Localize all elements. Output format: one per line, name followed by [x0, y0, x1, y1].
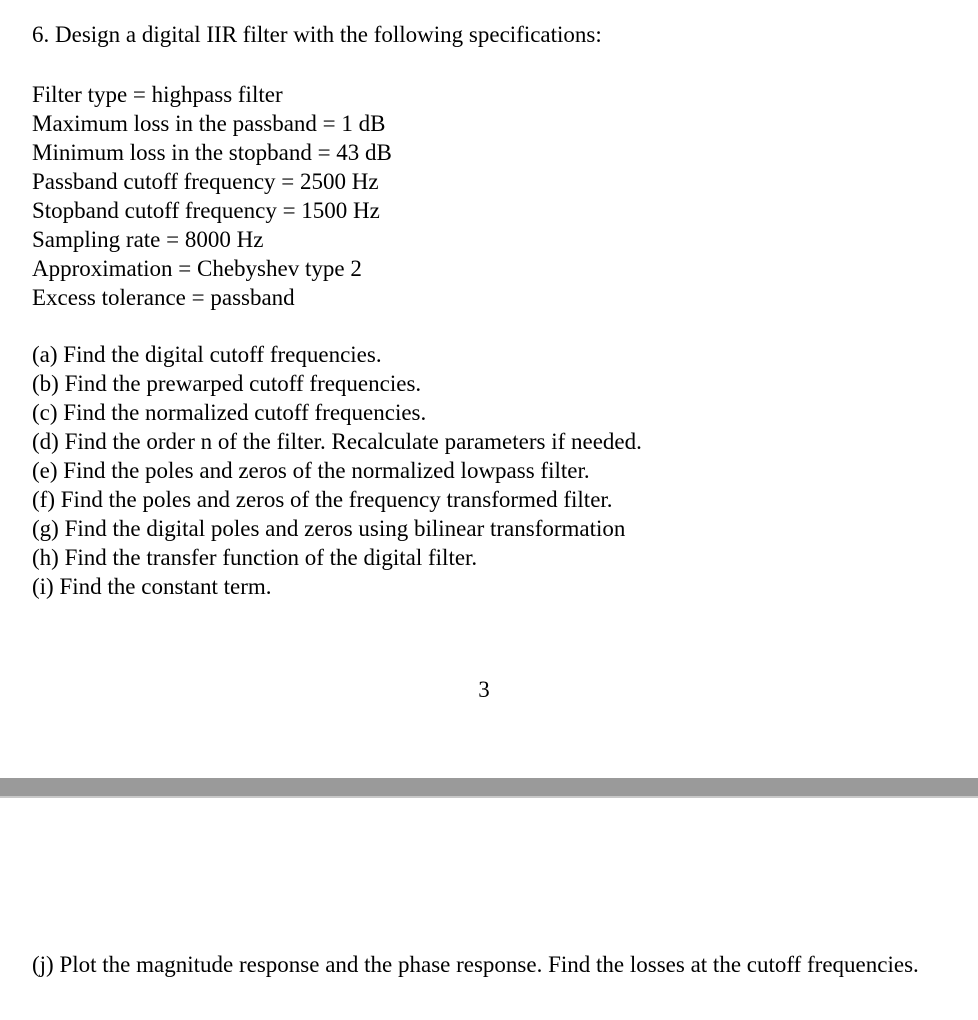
- spec-filter-type: Filter type = highpass filter: [32, 82, 283, 107]
- problem-title: 6. Design a digital IIR filter with the following specifications:: [32, 22, 602, 47]
- spec-stopband-cutoff: Stopband cutoff frequency = 1500 Hz: [32, 198, 380, 223]
- task-e: (e) Find the poles and zeros of the normalized lowpass filter.: [32, 458, 590, 483]
- task-h: (h) Find the transfer function of the digital filter.: [32, 545, 478, 570]
- task-g: (g) Find the digital poles and zeros using bilinear transformation: [32, 516, 626, 541]
- page-number: 3: [478, 677, 490, 702]
- spec-min-stopband-loss: Minimum loss in the stopband = 43 dB: [32, 140, 392, 165]
- spec-max-passband-loss: Maximum loss in the passband = 1 dB: [32, 111, 386, 136]
- page-separator: [0, 778, 978, 798]
- task-b: (b) Find the prewarped cutoff frequencies.: [32, 371, 422, 396]
- task-i: (i) Find the constant term.: [32, 574, 272, 599]
- spec-excess-tolerance: Excess tolerance = passband: [32, 285, 295, 310]
- task-d: (d) Find the order n of the filter. Recalculate parameters if needed.: [32, 429, 642, 454]
- spec-passband-cutoff: Passband cutoff frequency = 2500 Hz: [32, 169, 379, 194]
- specification-list: [32, 80, 392, 312]
- task-c: (c) Find the normalized cutoff frequencies.: [32, 400, 427, 425]
- task-list: [32, 340, 642, 601]
- spec-approximation: Approximation = Chebyshev type 2: [32, 256, 362, 281]
- spec-sampling-rate: Sampling rate = 8000 Hz: [32, 227, 264, 252]
- task-a: (a) Find the digital cutoff frequencies.: [32, 342, 382, 367]
- task-f: (f) Find the poles and zeros of the frequency transformed filter.: [32, 487, 613, 512]
- task-j: (j) Plot the magnitude response and the phase response. Find the losses at the cutoff frequencies.: [32, 952, 919, 977]
- document-page-4: [0, 798, 978, 1020]
